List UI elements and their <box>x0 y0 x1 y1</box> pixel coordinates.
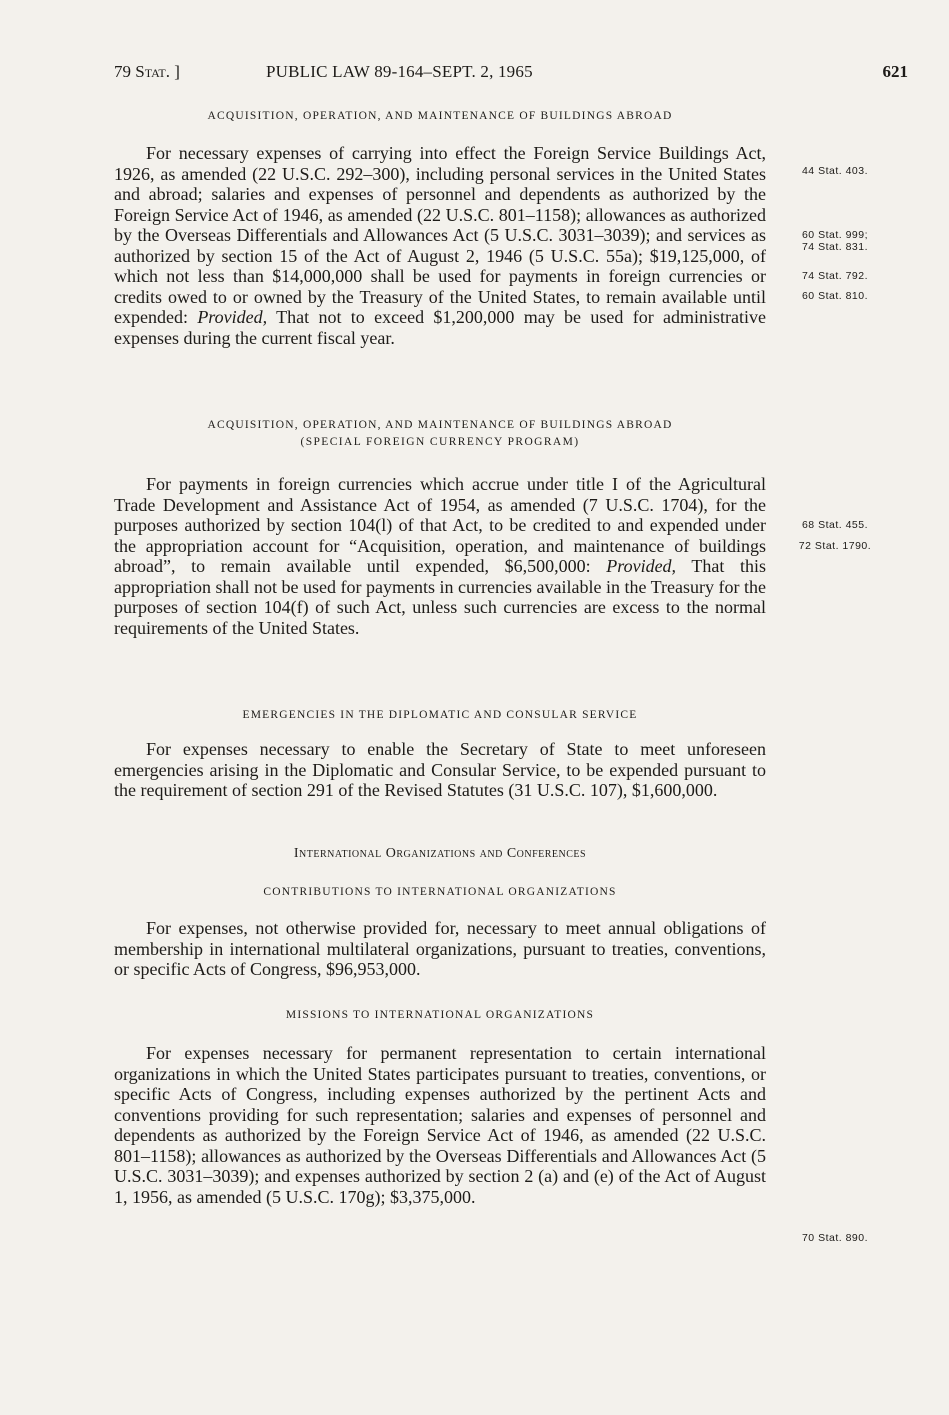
margin-note: 72 Stat. 1790. <box>798 540 872 552</box>
volume-reference: 79 Stat. ] <box>114 62 180 81</box>
section-heading-emergencies: EMERGENCIES IN THE DIPLOMATIC AND CONSULAR SERVICE <box>242 709 638 721</box>
proviso-word: Provided, <box>197 307 268 327</box>
page-number: 621 <box>882 62 908 81</box>
section-heading-missions: MISSIONS TO INTERNATIONAL ORGANIZATIONS <box>285 1009 595 1021</box>
section-heading-special-currency: ACQUISITION, OPERATION, AND MAINTENANCE OF BUILDINGS ABROAD <box>207 419 673 431</box>
margin-note: 44 Stat. 403. <box>801 165 869 177</box>
paragraph-buildings-abroad <box>114 143 766 348</box>
margin-note: 60 Stat. 810. <box>801 290 869 302</box>
margin-note: 74 Stat. 792. <box>801 270 869 282</box>
paragraph-text-end: That this appropriation shall not be used for payments in currencies available in the Treasury for the purposes of section 104(f) of such Act, unless such currencies are excess to the normal requirements of the United States. <box>114 556 766 638</box>
header-title: PUBLIC LAW 89-164–SEPT. 2, 1965 <box>266 62 533 81</box>
paragraph-missions: For expenses necessary for permanent representation to certain international organizations in which the United States participates pursuant to treaties, conventions, or specific Acts of Congress, including expenses authorized by the pertinent Acts and conventions providing for such representation; salaries and expenses of personnel and dependents as authorized by the Foreign Service Act of 1946, as amended (22 U.S.C. 801–1158); allowances as authorized by the Overseas Differentials and Allowances Act (5 U.S.C. 3031–3039); and expenses authorized by section 2 (a) and (e) of the Act of August 1, 1956, as amended (5 U.S.C. 170g); $3,375,000. <box>114 1043 766 1207</box>
margin-note: 60 Stat. 999; <box>801 229 869 241</box>
section-subheading-special-currency: (SPECIAL FOREIGN CURRENCY PROGRAM) <box>300 436 580 448</box>
paragraph-text: For necessary expenses of carrying into effect the Foreign Service Buildings Act, 1926, as amended (22 U.S.C. 292–300), including personal services in the United States and abroad; salaries and expenses of personnel and dependents as authorized by the Foreign Service Act of 1946, as amended (22 U.S.C. 801–1158); allowances as authorized by the Overseas Differentials and Allowances Act (5 U.S.C. 3031–3039); and services as authorized by section 15 of the Act of August 2, 1946 (5 U.S.C. 55a); $19,125,000, of which not less than $14,000,000 shall be used for payments in foreign currencies or credits owed to or owned by the Treasury of the United States, to remain available until expended: <box>114 143 766 327</box>
margin-note: 68 Stat. 455. <box>801 519 869 531</box>
section-heading-buildings-abroad: ACQUISITION, OPERATION, AND MAINTENANCE OF BUILDINGS ABROAD <box>207 110 673 122</box>
margin-note: 70 Stat. 890. <box>801 1232 869 1244</box>
paragraph-emergencies: For expenses necessary to enable the Secretary of State to meet unforeseen emergencies arising in the Diplomatic and Consular Service, to be expended pursuant to the requirement of section 291 of the Revised Statutes (31 U.S.C. 107), $1,600,000. <box>114 739 766 800</box>
proviso-word: Provided, <box>606 556 677 576</box>
section-heading-contributions: CONTRIBUTIONS TO INTERNATIONAL ORGANIZATIONS <box>263 886 617 898</box>
page-header <box>114 62 908 86</box>
paragraph-text-end: That not to exceed $1,200,000 may be used for administrative expenses during the current fiscal year. <box>114 307 766 348</box>
major-heading-international-organizations: International Organizations and Conferences <box>293 846 587 861</box>
paragraph-special-currency <box>114 474 766 638</box>
paragraph-text: For payments in foreign currencies which accrue under title I of the Agricultural Trade Development and Assistance Act of 1954, as amended (7 U.S.C. 1704), for the purposes authorized by section 104(l) of that Act, to be credited to and expended under the appropriation account for “Acquisition, operation, and maintenance of buildings abroad”, to remain available until expended, $6,500,000: <box>114 474 766 576</box>
margin-note: 74 Stat. 831. <box>801 241 869 253</box>
paragraph-contributions: For expenses, not otherwise provided for, necessary to meet annual obligations of membership in international multilateral organizations, pursuant to treaties, conventions, or specific Acts of Congress, $96,953,000. <box>114 918 766 979</box>
